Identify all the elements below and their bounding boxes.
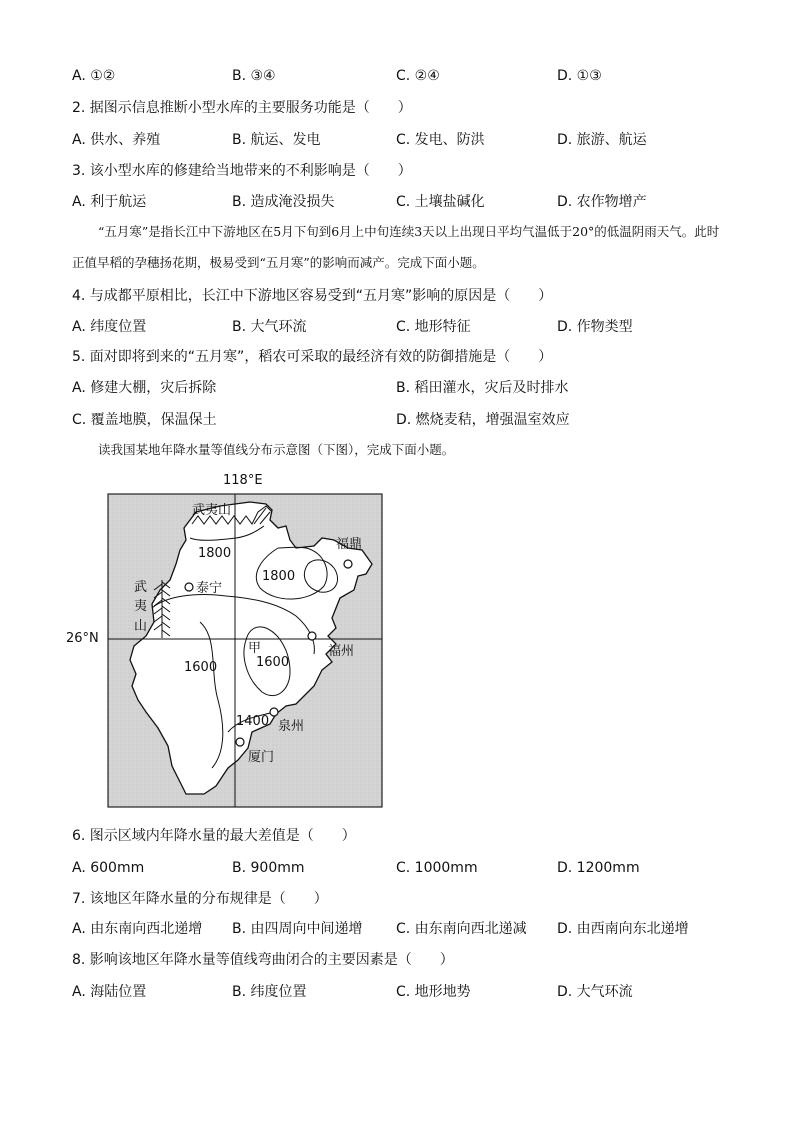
city-taining-marker [185, 583, 193, 591]
passage-wuyuehan: “五月寒”是指长江中下游地区在5月下旬到6月上中旬连续3天以上出现日平均气温低于20°的低温阴雨天气。此时正值早稻的孕穗扬花期，极易受到“五月寒”的影响而减产。完成下面小题。 [72, 224, 720, 270]
q1-option-a: A. ①② [72, 68, 116, 84]
q5-option-c: C. 覆盖地膜，保温保土 [72, 412, 217, 428]
q6-option-c: C. 1000mm [396, 860, 478, 876]
latitude-label: 26°N [66, 631, 99, 646]
q4-option-d: D. 作物类型 [557, 319, 633, 335]
q8-option-d: D. 大气环流 [557, 984, 633, 1000]
q6-option-a: A. 600mm [72, 860, 145, 876]
city-label-quanzhou: 泉州 [278, 719, 305, 734]
q6-option-d: D. 1200mm [557, 860, 640, 876]
city-label-xiamen: 厦门 [248, 750, 275, 765]
mountain-label-top: 武夷山 [192, 503, 232, 518]
q8-option-a: A. 海陆位置 [72, 984, 147, 1000]
city-quanzhou-marker [270, 708, 278, 716]
q5-option-b: B. 稻田灌水，灾后及时排水 [396, 380, 569, 396]
q2-option-c: C. 发电、防洪 [396, 132, 485, 148]
q4-stem: 4. 与成都平原相比，长江中下游地区容易受到“五月寒”影响的原因是（ ） [72, 288, 553, 304]
q1-option-b: B. ③④ [232, 68, 276, 84]
isoline-label-1800-a: 1800 [198, 546, 232, 561]
q3-stem: 3. 该小型水库的修建给当地带来的不利影响是（ ） [72, 163, 412, 179]
city-label-taining: 泰宁 [196, 581, 223, 596]
isoline-label-1600-a: 1600 [184, 660, 218, 675]
q2-option-a: A. 供水、养殖 [72, 132, 161, 148]
passage-map-intro: 读我国某地年降水量等值线分布示意图（下图），完成下面小题。 [98, 442, 455, 457]
q5-option-a: A. 修建大棚，灾后拆除 [72, 380, 217, 396]
city-label-fuding: 福鼎 [336, 537, 363, 552]
q7-option-a: A. 由东南向西北递增 [72, 921, 203, 937]
q7-option-c: C. 由东南向西北递减 [396, 921, 527, 937]
q8-option-b: B. 纬度位置 [232, 984, 307, 1000]
q5-stem: 5. 面对即将到来的“五月寒”，稻农可采取的最经济有效的防御措施是（ ） [72, 349, 553, 365]
q1-option-d: D. ①③ [557, 68, 602, 84]
isoline-label-1600-b: 1600 [256, 655, 290, 670]
longitude-label: 118°E [223, 473, 263, 488]
city-fuding-marker [344, 560, 352, 568]
q8-option-c: C. 地形地势 [396, 984, 471, 1000]
city-fuzhou-marker [308, 632, 316, 640]
q5-option-d: D. 燃烧麦秸，增强温室效应 [396, 412, 570, 428]
q2-stem: 2. 据图示信息推断小型水库的主要服务功能是（ ） [72, 100, 412, 116]
city-xiamen-marker [236, 738, 244, 746]
city-label-fuzhou: 福州 [328, 644, 355, 659]
mountain-label-left-3: 山 [134, 619, 148, 634]
q1-option-c: C. ②④ [396, 68, 440, 84]
q2-option-d: D. 旅游、航运 [557, 132, 647, 148]
q3-option-d: D. 农作物增产 [557, 194, 647, 210]
q6-stem: 6. 图示区域内年降水量的最大差值是（ ） [72, 828, 356, 844]
q4-option-a: A. 纬度位置 [72, 319, 147, 335]
q4-option-b: B. 大气环流 [232, 319, 307, 335]
isoline-label-1400: 1400 [236, 714, 270, 729]
q7-option-d: D. 由西南向东北递增 [557, 921, 689, 937]
place-label-jia: 甲 [248, 641, 262, 656]
q3-option-a: A. 利于航运 [72, 194, 147, 210]
q3-option-c: C. 土壤盐碱化 [396, 194, 485, 210]
q8-stem: 8. 影响该地区年降水量等值线弯曲闭合的主要因素是（ ） [72, 952, 454, 968]
q3-option-b: B. 造成淹没损失 [232, 194, 335, 210]
q4-option-c: C. 地形特征 [396, 319, 471, 335]
q7-stem: 7. 该地区年降水量的分布规律是（ ） [72, 891, 328, 907]
q2-option-b: B. 航运、发电 [232, 132, 321, 148]
mountain-label-left-1: 武 [134, 580, 148, 595]
mountain-label-left-2: 夷 [134, 599, 148, 614]
q7-option-b: B. 由四周向中间递增 [232, 921, 363, 937]
q6-option-b: B. 900mm [232, 860, 305, 876]
precipitation-isoline-map [66, 468, 400, 813]
isoline-label-1800-b: 1800 [262, 569, 296, 584]
